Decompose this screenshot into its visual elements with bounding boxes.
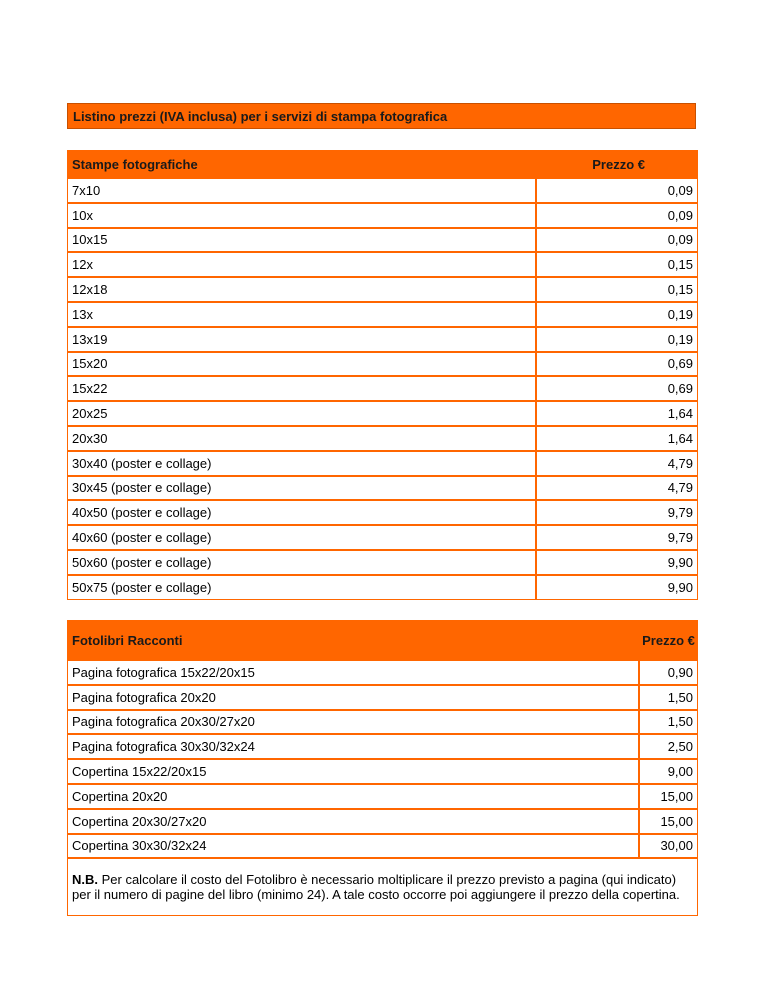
table-row bbox=[67, 352, 698, 377]
item-label: 12x18 bbox=[67, 277, 536, 302]
item-price: 9,90 bbox=[536, 550, 698, 575]
table-row bbox=[67, 252, 698, 277]
prints-rows bbox=[67, 178, 698, 600]
prints-price-table bbox=[67, 150, 698, 600]
item-price: 1,50 bbox=[639, 710, 698, 735]
table-row bbox=[67, 228, 698, 253]
prints-header-label: Stampe fotografiche bbox=[67, 150, 536, 178]
photobooks-price-table bbox=[67, 620, 698, 916]
item-label: 13x19 bbox=[67, 327, 536, 352]
item-label: 15x22 bbox=[67, 376, 536, 401]
item-price: 2,50 bbox=[639, 734, 698, 759]
books-rows bbox=[67, 660, 698, 858]
item-price: 0,15 bbox=[536, 252, 698, 277]
item-price: 0,69 bbox=[536, 352, 698, 377]
table-row bbox=[67, 401, 698, 426]
item-label: 40x60 (poster e collage) bbox=[67, 525, 536, 550]
item-price: 4,79 bbox=[536, 451, 698, 476]
table-row bbox=[67, 550, 698, 575]
table-row bbox=[67, 476, 698, 501]
books-header-label: Fotolibri Racconti bbox=[67, 620, 639, 660]
table-row bbox=[67, 302, 698, 327]
table-row bbox=[67, 426, 698, 451]
item-price: 0,19 bbox=[536, 327, 698, 352]
item-label: 13x bbox=[67, 302, 536, 327]
item-label: 15x20 bbox=[67, 352, 536, 377]
table-row bbox=[67, 327, 698, 352]
books-header-price: Prezzo € bbox=[639, 620, 698, 660]
item-label: Pagina fotografica 15x22/20x15 bbox=[67, 660, 639, 685]
note-label: N.B. bbox=[72, 872, 98, 888]
note-cell bbox=[67, 858, 698, 916]
table-row bbox=[67, 203, 698, 228]
note-row bbox=[67, 858, 698, 916]
table-row bbox=[67, 277, 698, 302]
item-label: 50x60 (poster e collage) bbox=[67, 550, 536, 575]
item-price: 9,79 bbox=[536, 500, 698, 525]
table-row bbox=[67, 685, 698, 710]
item-price: 1,50 bbox=[639, 685, 698, 710]
item-label: 40x50 (poster e collage) bbox=[67, 500, 536, 525]
prints-header-price: Prezzo € bbox=[536, 150, 698, 178]
item-label: Pagina fotografica 20x20 bbox=[67, 685, 639, 710]
page-title: Listino prezzi (IVA inclusa) per i servizi di stampa fotografica bbox=[67, 103, 696, 129]
item-price: 15,00 bbox=[639, 809, 698, 834]
item-price: 9,79 bbox=[536, 525, 698, 550]
item-label: Copertina 30x30/32x24 bbox=[67, 834, 639, 859]
note-text: Per calcolare il costo del Fotolibro è necessario moltiplicare il prezzo previsto a pagina (qui indicato) per il numero di pagine del libro (minimo 24). A tale costo occorre poi aggiungere il prezzo della copertina. bbox=[72, 872, 680, 903]
item-price: 0,15 bbox=[536, 277, 698, 302]
item-price: 0,19 bbox=[536, 302, 698, 327]
table-row bbox=[67, 809, 698, 834]
table-row bbox=[67, 710, 698, 735]
table-row bbox=[67, 734, 698, 759]
item-label: 7x10 bbox=[67, 178, 536, 203]
item-label: Pagina fotografica 30x30/32x24 bbox=[67, 734, 639, 759]
item-price: 15,00 bbox=[639, 784, 698, 809]
item-label: 30x45 (poster e collage) bbox=[67, 476, 536, 501]
table-row bbox=[67, 784, 698, 809]
item-label: 12x bbox=[67, 252, 536, 277]
item-label: Pagina fotografica 20x30/27x20 bbox=[67, 710, 639, 735]
item-price: 1,64 bbox=[536, 401, 698, 426]
table-row bbox=[67, 376, 698, 401]
prints-header-row bbox=[67, 150, 698, 178]
table-row bbox=[67, 575, 698, 600]
item-label: 10x15 bbox=[67, 228, 536, 253]
item-price: 1,64 bbox=[536, 426, 698, 451]
table-row bbox=[67, 451, 698, 476]
item-price: 0,69 bbox=[536, 376, 698, 401]
table-row bbox=[67, 178, 698, 203]
item-label: 10x bbox=[67, 203, 536, 228]
item-label: Copertina 20x20 bbox=[67, 784, 639, 809]
item-label: 30x40 (poster e collage) bbox=[67, 451, 536, 476]
table-row bbox=[67, 525, 698, 550]
item-price: 9,00 bbox=[639, 759, 698, 784]
item-label: Copertina 15x22/20x15 bbox=[67, 759, 639, 784]
item-price: 0,09 bbox=[536, 228, 698, 253]
item-label: 50x75 (poster e collage) bbox=[67, 575, 536, 600]
table-row bbox=[67, 660, 698, 685]
item-label: 20x25 bbox=[67, 401, 536, 426]
item-price: 4,79 bbox=[536, 476, 698, 501]
books-header-row bbox=[67, 620, 698, 660]
item-price: 9,90 bbox=[536, 575, 698, 600]
table-row bbox=[67, 759, 698, 784]
item-price: 30,00 bbox=[639, 834, 698, 859]
table-row bbox=[67, 500, 698, 525]
item-label: 20x30 bbox=[67, 426, 536, 451]
item-price: 0,09 bbox=[536, 203, 698, 228]
item-price: 0,09 bbox=[536, 178, 698, 203]
item-price: 0,90 bbox=[639, 660, 698, 685]
table-row bbox=[67, 834, 698, 859]
item-label: Copertina 20x30/27x20 bbox=[67, 809, 639, 834]
